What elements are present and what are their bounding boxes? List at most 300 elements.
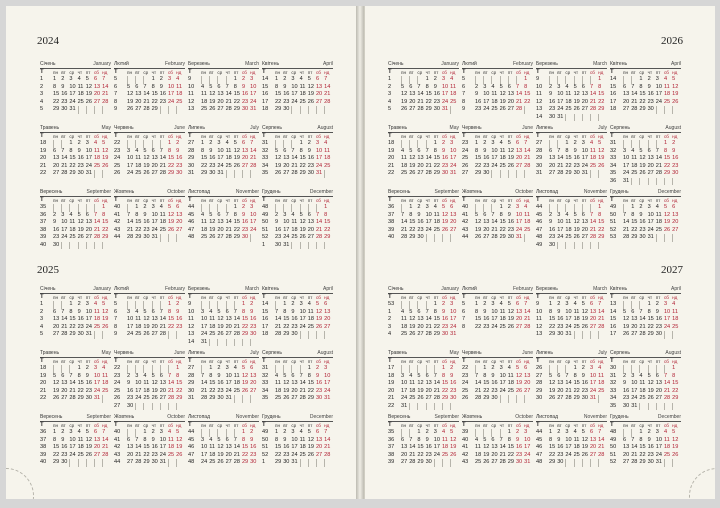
day-cell: 24: [401, 395, 408, 402]
weekday-label: ср: [639, 70, 645, 75]
day-cell: 31: [441, 106, 449, 113]
day-cell: 25: [663, 451, 671, 458]
day-cell: 22: [425, 98, 432, 105]
day-cell: 20: [450, 219, 457, 226]
weekday-label: нд: [598, 359, 604, 364]
week-row: [388, 234, 459, 242]
day-cell: [442, 234, 450, 242]
day-cell: 5: [623, 308, 627, 315]
day-cell: 19: [299, 226, 306, 233]
day-cell: 5: [507, 301, 511, 307]
week-row: [40, 234, 111, 242]
day-cell: 11: [93, 308, 100, 315]
week-row: [610, 452, 681, 460]
day-cell: 8: [283, 308, 287, 315]
day-cell: 6: [225, 308, 229, 315]
day-cell: 16: [433, 91, 440, 98]
day-cell: 18: [275, 387, 282, 394]
week-row: [188, 163, 259, 171]
week-number: 32: [262, 372, 269, 379]
month-name-en: August: [317, 350, 333, 356]
day-cell: 26: [581, 451, 588, 458]
month-block: [610, 61, 681, 121]
day-cell: 17: [61, 226, 68, 233]
day-cell: 27: [93, 98, 101, 105]
day-cell: 23: [557, 323, 564, 330]
day-cell: 28: [499, 459, 506, 466]
weekday-label: ср: [291, 359, 297, 364]
week-number-label: Т: [610, 197, 614, 203]
weekday-label: нд: [176, 70, 182, 75]
day-cell: 28: [663, 395, 671, 402]
day-cell: 1: [241, 301, 246, 307]
month-name-en: January: [441, 286, 459, 292]
week-row: [610, 437, 681, 445]
month-block: [188, 125, 259, 185]
day-cell: 1: [639, 429, 643, 435]
day-cell: 21: [225, 98, 232, 105]
week-row: [114, 84, 185, 92]
weekday-label: сб: [167, 359, 173, 364]
day-cell: 8: [417, 436, 421, 443]
day-cell: 1: [639, 76, 643, 82]
day-cell: [152, 365, 160, 373]
day-cell: 28: [159, 331, 166, 338]
day-cell: 9: [639, 211, 643, 218]
week-row: [610, 204, 681, 212]
week-number: 20: [40, 155, 47, 162]
weekday-label: пт: [233, 70, 239, 75]
weekday-label: сб: [663, 423, 669, 428]
day-cell: 6: [581, 211, 585, 218]
day-cell: 23: [209, 162, 216, 169]
day-cell: 12: [409, 155, 416, 162]
week-row: [462, 204, 533, 212]
day-cell: 16: [639, 219, 646, 226]
week-row: [536, 148, 607, 156]
day-cell: 6: [159, 372, 163, 379]
week-number: 34: [262, 387, 269, 394]
day-cell: [201, 429, 209, 437]
day-cell: 13: [417, 316, 424, 323]
day-cell: 2: [507, 204, 511, 210]
month-name-en: May: [449, 125, 459, 131]
day-cell: 8: [549, 308, 553, 315]
weekday-label: нд: [102, 423, 108, 428]
week-number: 1: [262, 459, 266, 466]
day-cell: [409, 365, 417, 373]
day-cell: 22: [275, 98, 282, 105]
month-block: [114, 414, 185, 474]
day-cell: 17: [201, 323, 208, 330]
day-cell: [434, 234, 442, 242]
day-cell: 17: [291, 91, 298, 98]
day-cell: 26: [409, 331, 416, 338]
day-cell: 13: [135, 91, 142, 98]
day-cell: [300, 331, 308, 339]
day-cell: 20: [217, 98, 224, 105]
day-cell: 10: [283, 219, 290, 226]
day-cell: 29: [275, 106, 282, 113]
day-cell: 14: [225, 91, 232, 98]
day-cell: 18: [209, 451, 216, 458]
day-cell: [69, 242, 77, 249]
day-cell: 1: [499, 204, 503, 210]
day-cell: 9: [61, 436, 65, 443]
day-cell: 28: [275, 331, 282, 338]
week-row: [114, 301, 185, 309]
day-cell: 18: [433, 219, 440, 226]
weekday-label: пн: [549, 198, 555, 203]
day-cell: 4: [291, 211, 295, 218]
day-cell: [672, 234, 680, 242]
day-cell: 10: [483, 91, 490, 98]
month-header: [536, 414, 607, 422]
week-number: 46: [188, 219, 195, 226]
week-row: [536, 373, 607, 381]
day-cell: [623, 76, 631, 84]
weekday-label: ср: [217, 134, 223, 139]
day-cell: 31: [589, 395, 597, 402]
day-cell: 11: [401, 316, 407, 323]
day-cell: 23: [250, 451, 257, 458]
week-number: 14: [188, 338, 195, 345]
day-cell: 27: [623, 106, 630, 113]
day-cell: 5: [127, 83, 131, 90]
week-row: [40, 380, 111, 388]
day-cell: [639, 403, 647, 410]
week-number: 5: [114, 76, 118, 82]
day-cell: 15: [299, 155, 306, 162]
day-cell: 17: [85, 316, 92, 323]
week-number: 37: [40, 219, 47, 226]
week-row: [462, 316, 533, 324]
day-cell: 5: [401, 83, 405, 90]
day-cell: 14: [589, 219, 597, 226]
day-cell: [160, 234, 168, 242]
day-cell: 21: [61, 323, 68, 330]
day-cell: 30: [209, 170, 216, 177]
weekday-header-row: [462, 422, 533, 429]
weekday-label: пн: [401, 134, 407, 139]
day-cell: 14: [524, 147, 531, 154]
day-cell: 3: [69, 429, 73, 435]
day-cell: 23: [647, 451, 654, 458]
day-cell: 11: [324, 147, 330, 154]
weekday-label: нд: [250, 134, 256, 139]
day-cell: [135, 403, 143, 410]
week-row: [188, 204, 259, 212]
week-number: 1: [40, 301, 44, 307]
weekday-label: пн: [53, 359, 59, 364]
day-cell: 4: [639, 372, 643, 379]
day-cell: 20: [417, 323, 424, 330]
week-row: [114, 388, 185, 396]
day-cell: 17: [491, 316, 498, 323]
day-cell: 12: [143, 155, 150, 162]
day-cell: [582, 331, 590, 339]
month-header: [188, 189, 259, 197]
day-cell: 31: [557, 113, 564, 120]
day-cell: 19: [647, 387, 654, 394]
day-cell: 10: [565, 308, 572, 315]
day-cell: 3: [499, 365, 503, 371]
day-cell: 15: [275, 444, 282, 451]
day-cell: [450, 106, 458, 114]
week-row: [462, 324, 533, 332]
day-cell: 18: [176, 91, 183, 98]
day-cell: 13: [623, 444, 630, 451]
weekday-label: сб: [167, 295, 173, 300]
day-cell: [160, 365, 168, 373]
day-cell: 18: [143, 387, 150, 394]
week-row: [40, 365, 111, 373]
day-cell: 2: [283, 76, 287, 82]
weekday-label: нд: [102, 70, 108, 75]
month-block: [610, 414, 681, 474]
weekday-label: пт: [655, 198, 661, 203]
day-cell: 7: [417, 83, 421, 90]
day-cell: 12: [507, 147, 514, 154]
day-cell: 28: [324, 98, 331, 105]
weekday-label: пт: [581, 423, 587, 428]
day-cell: 19: [241, 380, 249, 387]
week-number-label: Т: [188, 133, 192, 139]
week-row: [536, 170, 607, 178]
day-cell: 10: [225, 372, 232, 379]
day-cell: 27: [589, 451, 597, 458]
week-number-label: Т: [462, 294, 466, 300]
weekday-label: сб: [515, 359, 521, 364]
day-cell: 29: [647, 331, 654, 338]
week-row: [462, 84, 533, 92]
day-cell: 5: [307, 429, 311, 435]
day-cell: 8: [475, 147, 479, 154]
day-cell: 11: [507, 372, 514, 379]
day-cell: 7: [69, 372, 73, 379]
week-number-label: Т: [610, 133, 614, 139]
day-cell: 14: [225, 219, 232, 226]
weekday-label: ср: [417, 295, 423, 300]
week-row: [462, 452, 533, 460]
day-cell: [631, 178, 639, 185]
weekday-label: чт: [225, 198, 231, 203]
weekday-label: чт: [425, 359, 431, 364]
month-header: [114, 414, 185, 422]
month-header: [462, 125, 533, 133]
weekday-label: вт: [209, 70, 214, 75]
day-cell: 15: [102, 219, 109, 226]
day-cell: 4: [176, 76, 180, 82]
day-cell: 3: [450, 301, 454, 307]
day-cell: 5: [209, 211, 213, 218]
day-cell: 15: [233, 219, 240, 226]
day-cell: [316, 242, 324, 249]
day-cell: 4: [655, 204, 659, 210]
day-cell: 1: [176, 365, 180, 371]
weekday-label: нд: [176, 198, 182, 203]
day-cell: 9: [250, 308, 254, 315]
week-number: 16: [262, 91, 269, 98]
day-cell: 28: [417, 106, 424, 113]
weekday-label: вт: [557, 70, 562, 75]
week-row: [188, 212, 259, 220]
weekday-header-row: [40, 133, 111, 140]
month-header: [388, 125, 459, 133]
week-number: 11: [188, 91, 194, 98]
day-cell: 15: [549, 444, 556, 451]
day-cell: [417, 403, 425, 410]
day-cell: 1: [69, 301, 73, 307]
month-name-ua: Грудень: [262, 189, 281, 195]
day-cell: 4: [573, 301, 577, 307]
day-cell: 25: [291, 234, 298, 241]
month-name-ua: Грудень: [262, 414, 281, 420]
day-cell: 27: [409, 106, 416, 113]
weekday-label: ср: [143, 359, 149, 364]
day-cell: 19: [639, 162, 646, 169]
week-row: [40, 91, 111, 99]
day-cell: [324, 170, 332, 178]
week-number: 46: [536, 219, 543, 226]
month-name-ua: Червень: [114, 125, 134, 131]
day-cell: 14: [93, 219, 101, 226]
day-cell: 18: [491, 98, 498, 105]
day-cell: 15: [241, 316, 249, 323]
week-number-label: Т: [610, 358, 614, 364]
weekday-header-row: [610, 294, 681, 301]
day-cell: 4: [672, 301, 676, 307]
day-cell: [102, 459, 110, 467]
day-cell: [69, 459, 77, 467]
day-cell: 18: [441, 444, 449, 451]
week-number: 43: [462, 226, 469, 233]
week-row: [536, 234, 607, 242]
weekday-label: пн: [201, 134, 207, 139]
day-cell: 10: [557, 91, 564, 98]
day-cell: [631, 365, 639, 373]
year-grid: [388, 286, 681, 474]
day-cell: 12: [401, 91, 408, 98]
day-cell: 29: [507, 459, 514, 466]
weekday-label: вт: [409, 359, 414, 364]
week-number: 31: [262, 365, 269, 371]
week-number-label: Т: [536, 358, 540, 364]
day-cell: 13: [324, 308, 331, 315]
day-cell: 15: [524, 91, 531, 98]
weekday-label: ср: [69, 70, 75, 75]
day-cell: 25: [209, 459, 216, 466]
weekday-label: чт: [647, 359, 653, 364]
day-cell: [209, 301, 217, 309]
day-cell: 6: [507, 83, 511, 90]
day-cell: 26: [549, 395, 556, 402]
day-cell: 12: [176, 436, 183, 443]
day-cell: 13: [217, 91, 224, 98]
week-number: 51: [610, 219, 617, 226]
day-cell: 27: [53, 170, 60, 177]
week-number: 9: [188, 76, 192, 82]
day-cell: 30: [127, 402, 134, 409]
month-name-ua: Травень: [388, 125, 408, 131]
day-cell: 4: [475, 436, 479, 443]
day-cell: 1: [53, 429, 57, 435]
day-cell: 2: [250, 301, 254, 307]
weekday-header-row: [462, 133, 533, 140]
day-cell: 26: [315, 323, 323, 330]
month-name-ua: Вересень: [388, 414, 411, 420]
day-cell: 29: [233, 106, 240, 113]
day-cell: 21: [127, 226, 134, 233]
day-cell: 26: [409, 170, 416, 177]
day-cell: 4: [93, 301, 98, 307]
week-row: [40, 242, 111, 249]
weekday-label: вт: [483, 134, 488, 139]
day-cell: 26: [151, 395, 158, 402]
weekday-label: пн: [549, 423, 555, 428]
week-row: [388, 163, 459, 171]
day-cell: 29: [483, 395, 490, 402]
day-cell: 15: [201, 155, 208, 162]
week-number-label: Т: [462, 133, 466, 139]
day-cell: 27: [581, 106, 588, 113]
day-cell: 7: [102, 429, 106, 435]
day-cell: [409, 429, 417, 437]
week-row: [40, 452, 111, 460]
week-row: [388, 316, 459, 324]
day-cell: 14: [324, 83, 331, 90]
weekday-label: вт: [483, 198, 488, 203]
month-block: [40, 350, 111, 410]
week-row: [462, 148, 533, 156]
weekday-label: ср: [291, 295, 297, 300]
day-cell: 13: [93, 436, 101, 443]
day-cell: 5: [217, 436, 221, 443]
day-cell: [226, 76, 234, 84]
day-cell: [500, 170, 508, 178]
day-cell: 21: [433, 387, 440, 394]
day-cell: [656, 140, 664, 148]
day-cell: [639, 301, 647, 309]
day-cell: 25: [573, 323, 580, 330]
day-cell: 3: [69, 76, 73, 82]
day-cell: 19: [307, 91, 314, 98]
week-number: 9: [188, 301, 192, 307]
day-cell: [300, 459, 308, 467]
day-cell: 11: [672, 308, 678, 315]
day-cell: 25: [225, 162, 232, 169]
day-cell: 19: [102, 155, 109, 162]
weekday-label: чт: [225, 295, 231, 300]
week-number: 26: [462, 395, 469, 402]
month-name-en: May: [101, 125, 111, 131]
day-cell: 1: [102, 204, 106, 210]
day-cell: 4: [441, 429, 446, 435]
day-cell: 9: [507, 211, 511, 218]
week-row: [188, 140, 259, 148]
week-number: 27: [536, 140, 543, 146]
day-cell: 13: [85, 219, 92, 226]
day-cell: 20: [324, 316, 331, 323]
weekday-label: сб: [167, 423, 173, 428]
day-cell: 24: [167, 98, 175, 105]
day-cell: 20: [250, 380, 257, 387]
day-cell: 1: [425, 76, 429, 82]
weekday-label: ср: [417, 198, 423, 203]
day-cell: [664, 178, 672, 185]
month-name-en: March: [593, 286, 607, 292]
day-cell: [283, 365, 291, 373]
